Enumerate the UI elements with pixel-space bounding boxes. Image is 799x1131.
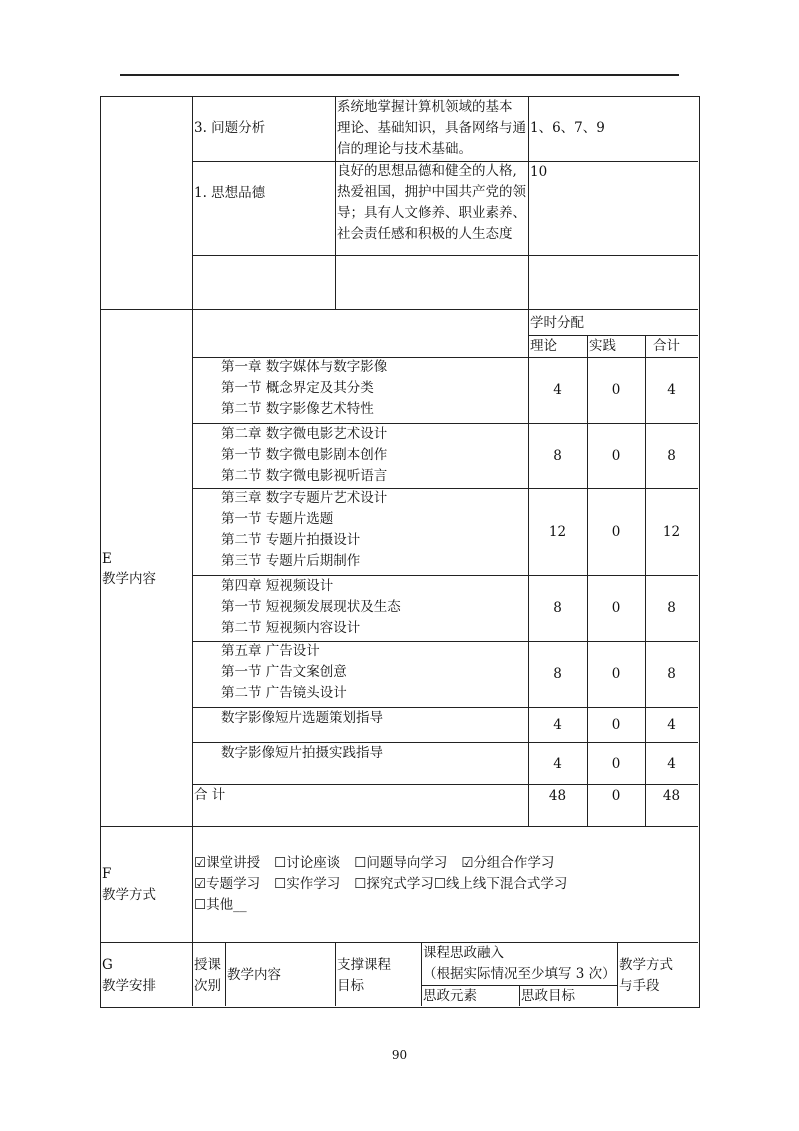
checkbox[interactable]: ☐ xyxy=(274,876,287,892)
chapter-practice: 0 xyxy=(611,382,621,398)
checkbox[interactable]: ☐ xyxy=(433,876,446,892)
chapter-theory: 4 xyxy=(553,717,562,733)
objective-target: 1、6、7、9 xyxy=(530,120,605,136)
col-theory: 理论 xyxy=(530,338,557,354)
sum-theory: 48 xyxy=(548,788,567,804)
section-f-label: 教学方式 xyxy=(102,887,156,903)
chapter-theory: 12 xyxy=(548,524,567,540)
checkbox[interactable]: ☐ xyxy=(354,876,367,892)
col-method: 教学方式 与手段 xyxy=(619,957,673,994)
chapter-theory: 8 xyxy=(553,448,562,464)
chapter-practice: 0 xyxy=(611,666,621,682)
col-element: 思政元素 xyxy=(423,988,477,1004)
chapter-total: 8 xyxy=(667,448,676,464)
sum-total: 48 xyxy=(662,788,681,804)
objective-description: 良好的思想品德和健全的人格, 热爱祖国，拥护中国共产党的领 导；具有人文修养、职业素养、 社会责任感和积极的人生态度 xyxy=(337,163,526,242)
col-goal: 思政目标 xyxy=(521,988,575,1004)
section-e-code: E xyxy=(102,551,112,567)
chapter-total: 4 xyxy=(667,717,676,733)
chapter-content: 第二章 数字微电影艺术设计 第一节 数字微电影剧本创作 第二节 数字微电影视听语言 xyxy=(221,426,388,484)
teaching-method-options: ☑课堂讲授 ☐讨论座谈 ☐问题导向学习 ☑分组合作学习 ☑专题学习 ☐实作学习 ☐探究式学习☐线上线下混合式学习 ☐其他__ xyxy=(194,855,568,913)
checkbox[interactable]: ☑ xyxy=(194,876,207,892)
objective-description: 系统地掌握计算机领域的基本 理论、基础知识，具备网络与通 信的理论与技术基础。 xyxy=(337,99,526,157)
col-session: 授课 次别 xyxy=(194,957,221,994)
sum-label: 合 计 xyxy=(194,787,226,803)
objective-item: 3. 问题分析 xyxy=(194,120,266,136)
chapter-practice: 0 xyxy=(611,524,621,540)
objective-item: 1. 思想品德 xyxy=(194,185,266,201)
chapter-content: 第五章 广告设计 第一节 广告文案创意 第二节 广告镜头设计 xyxy=(221,643,347,701)
section-g-label: 教学安排 xyxy=(102,978,156,994)
chapter-practice: 0 xyxy=(611,717,621,733)
col-content: 教学内容 xyxy=(227,967,281,983)
chapter-practice: 0 xyxy=(611,756,621,772)
chapter-total: 8 xyxy=(667,600,676,616)
chapter-theory: 4 xyxy=(553,756,562,772)
section-f-code: F xyxy=(102,866,112,882)
col-total: 合计 xyxy=(653,338,680,354)
chapter-practice: 0 xyxy=(611,448,621,464)
chapter-total: 8 xyxy=(667,666,676,682)
objective-target: 10 xyxy=(530,164,548,180)
chapter-content: 数字影像短片选题策划指导 xyxy=(221,710,383,726)
chapter-practice: 0 xyxy=(611,600,621,616)
chapter-content: 第四章 短视频设计 第一节 短视频发展现状及生态 第二节 短视频内容设计 xyxy=(221,578,401,636)
sum-practice: 0 xyxy=(611,788,621,804)
checkbox[interactable]: ☐ xyxy=(354,855,367,871)
chapter-total: 4 xyxy=(667,756,676,772)
checkbox[interactable]: ☑ xyxy=(461,855,474,871)
col-practice: 实践 xyxy=(589,338,616,354)
chapter-content: 数字影像短片拍摄实践指导 xyxy=(221,745,383,761)
chapter-content: 第一章 数字媒体与数字影像 第一节 概念界定及其分类 第二节 数字影像艺术特性 xyxy=(221,359,388,417)
chapter-theory: 4 xyxy=(553,382,562,398)
chapter-theory: 8 xyxy=(553,600,562,616)
chapter-total: 12 xyxy=(662,524,681,540)
section-g-code: G xyxy=(102,957,113,973)
checkbox[interactable]: ☐ xyxy=(194,897,207,913)
col-ideology: 课程思政融入 （根据实际情况至少填写 3 次） xyxy=(423,945,616,982)
section-e-label: 教学内容 xyxy=(102,571,156,587)
chapter-content: 第三章 数字专题片艺术设计 第一节 专题片选题 第二节 专题片拍摄设计 第三节 专题片后期制作 xyxy=(221,490,388,569)
chapter-theory: 8 xyxy=(553,666,562,682)
page-number: 90 xyxy=(391,1048,408,1062)
chapter-total: 4 xyxy=(667,382,676,398)
checkbox[interactable]: ☐ xyxy=(274,855,287,871)
header-rule xyxy=(120,74,679,76)
col-target: 支撑课程 目标 xyxy=(337,957,391,994)
checkbox[interactable]: ☑ xyxy=(194,855,207,871)
hours-header: 学时分配 xyxy=(530,315,584,331)
